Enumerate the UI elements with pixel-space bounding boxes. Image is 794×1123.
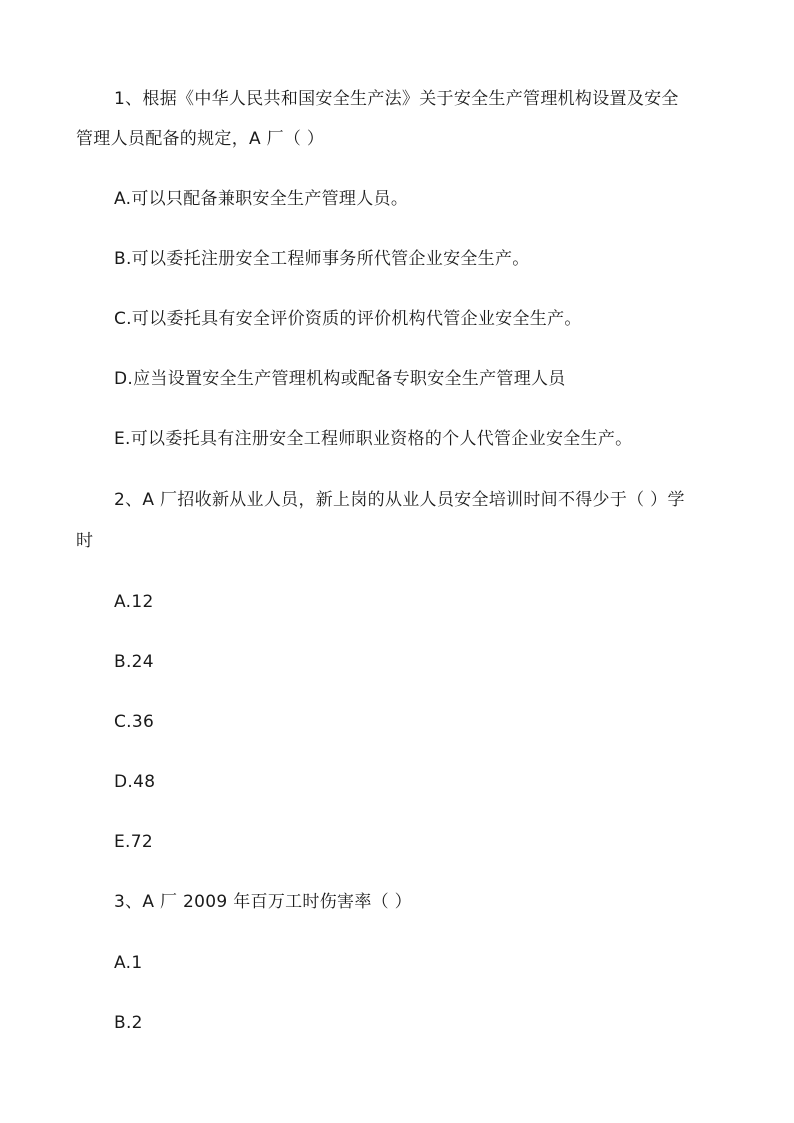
question-1-line-1: 1、根据《中华人民共和国安全生产法》关于安全生产管理机构设置及安全 bbox=[114, 89, 679, 109]
question-1-option-d: D.应当设置安全生产管理机构或配备专职安全生产管理人员 bbox=[114, 369, 566, 389]
question-1-option-e: E.可以委托具有注册安全工程师职业资格的个人代管企业安全生产。 bbox=[114, 429, 633, 449]
question-2-option-b: B.24 bbox=[114, 652, 154, 672]
question-1-option-b: B.可以委托注册安全工程师事务所代管企业安全生产。 bbox=[114, 249, 530, 269]
question-2-option-c: C.36 bbox=[114, 712, 155, 732]
question-3-line-1: 3、A 厂 2009 年百万工时伤害率（ ） bbox=[114, 892, 412, 912]
question-2-option-a: A.12 bbox=[114, 592, 154, 612]
question-3-option-a: A.1 bbox=[114, 953, 143, 973]
question-2-line-2: 时 bbox=[76, 531, 94, 551]
question-2-line-1: 2、A 厂招收新从业人员，新上岗的从业人员安全培训时间不得少于（ ）学 bbox=[114, 490, 685, 510]
question-3-option-b: B.2 bbox=[114, 1013, 143, 1033]
question-2-option-d: D.48 bbox=[114, 772, 156, 792]
question-2-option-e: E.72 bbox=[114, 832, 153, 852]
question-1-line-2: 管理人员配备的规定，A 厂（ ） bbox=[76, 129, 325, 149]
question-1-option-a: A.可以只配备兼职安全生产管理人员。 bbox=[114, 189, 409, 209]
question-1-option-c: C.可以委托具有安全评价资质的评价机构代管企业安全生产。 bbox=[114, 309, 582, 329]
